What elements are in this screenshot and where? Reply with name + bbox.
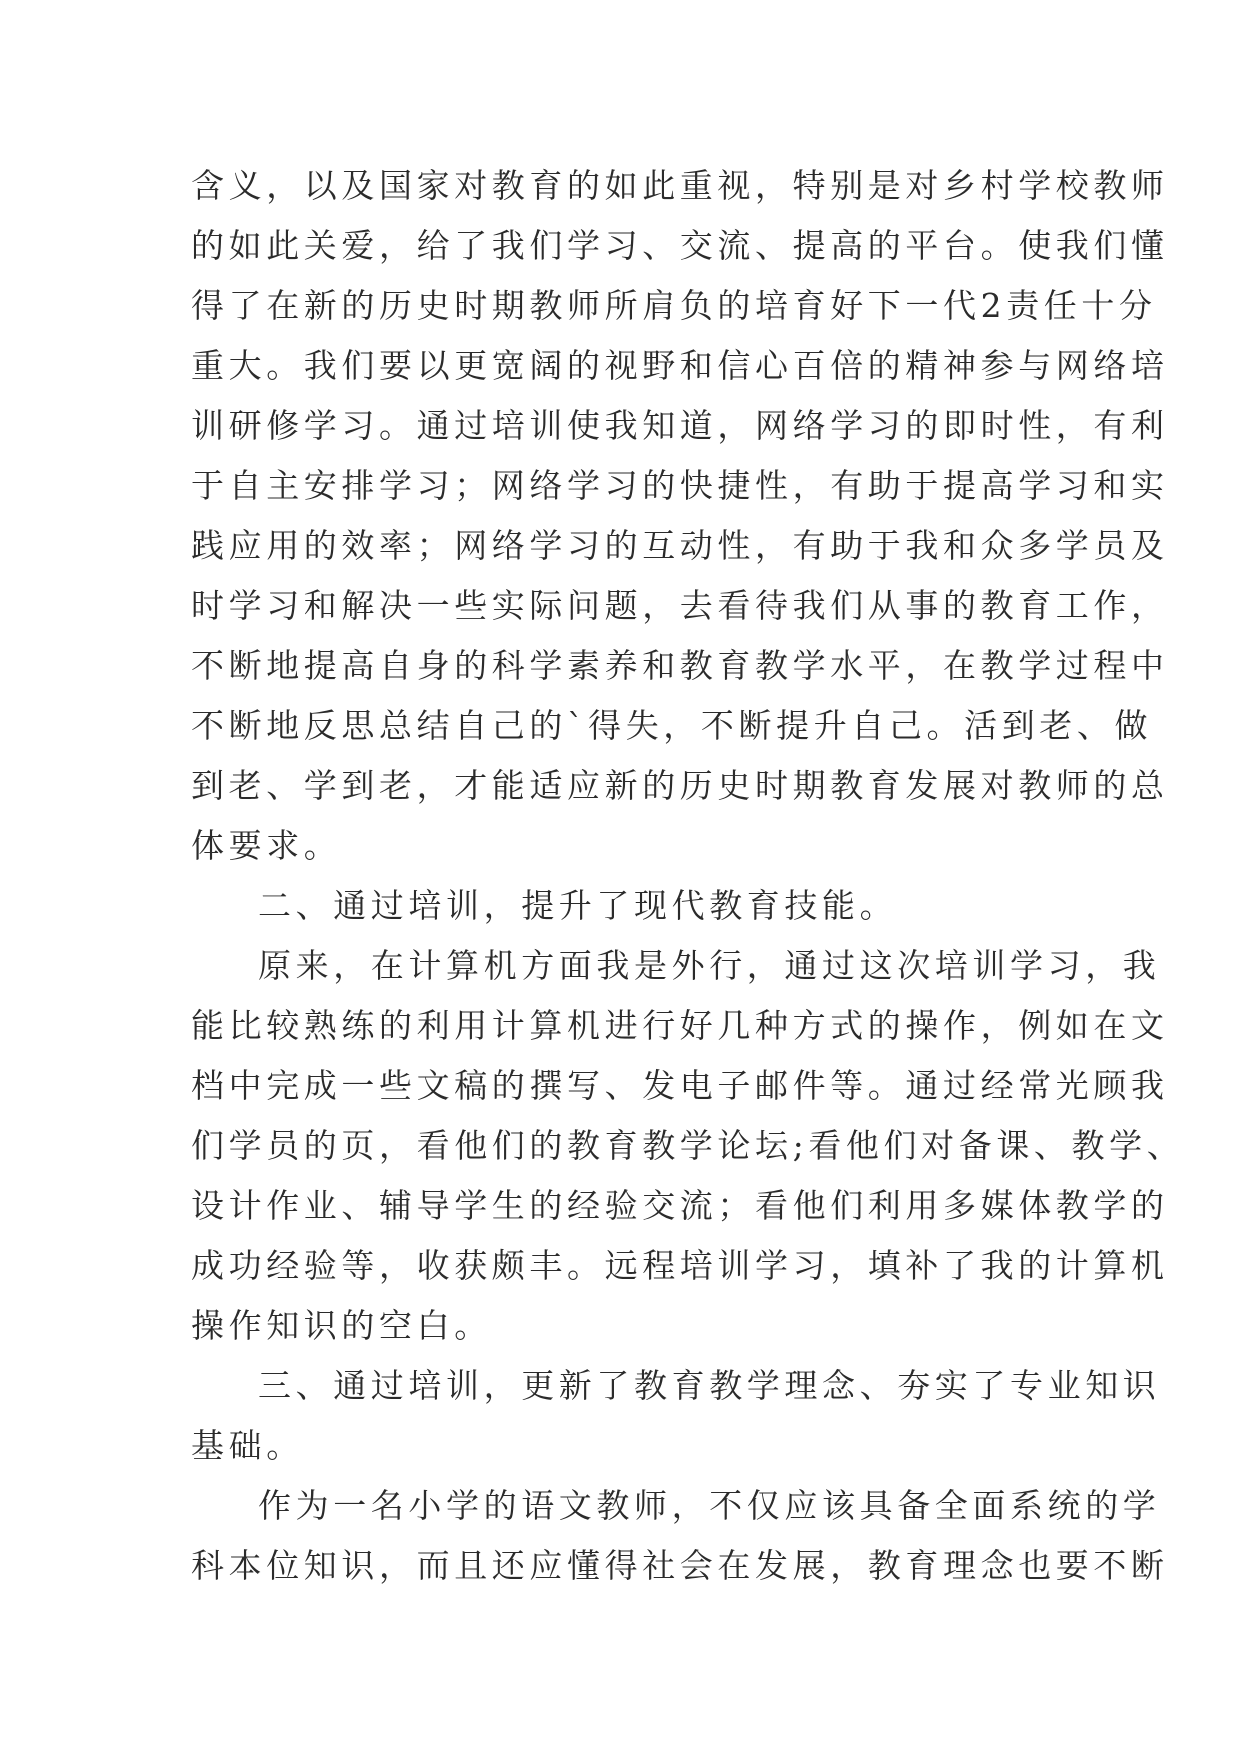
text-line: 基础。 xyxy=(191,1426,304,1465)
text-line: 设计作业、辅导学生的经验交流；看他们利用多媒体教学的 xyxy=(191,1186,1169,1225)
text-line: 到老、学到老，才能适应新的历史时期教育发展对教师的总 xyxy=(191,766,1169,805)
paragraph-start: 原来，在计算机方面我是外行，通过这次培训学习，我 xyxy=(258,946,1161,985)
text-line: 们学员的页，看他们的教育教学论坛;看他们对备课、教学、 xyxy=(191,1126,1185,1165)
section-heading: 三、通过培训，更新了教育教学理念、夯实了专业知识 xyxy=(258,1366,1161,1405)
text-line: 不断地提高自身的科学素养和教育教学水平，在教学过程中 xyxy=(191,646,1169,685)
text-line: 科本位知识，而且还应懂得社会在发展，教育理念也要不断 xyxy=(191,1546,1169,1585)
text-line: 训研修学习。通过培训使我知道，网络学习的即时性，有利 xyxy=(191,406,1169,445)
text-line: 重大。我们要以更宽阔的视野和信心百倍的精神参与网络培 xyxy=(191,346,1169,385)
text-line: 不断地反思总结自己的`得失，不断提升自己。活到老、做 xyxy=(191,706,1153,745)
text-line: 能比较熟练的利用计算机进行好几种方式的操作，例如在文 xyxy=(191,1006,1169,1045)
text-line: 含义，以及国家对教育的如此重视，特别是对乡村学校教师 xyxy=(191,166,1169,205)
text-line: 得了在新的历史时期教师所肩负的培育好下一代2责任十分 xyxy=(191,286,1157,325)
text-line: 体要求。 xyxy=(191,826,342,865)
text-line: 时学习和解决一些实际问题，去看待我们从事的教育工作， xyxy=(191,586,1169,625)
paragraph-start: 作为一名小学的语文教师，不仅应该具备全面系统的学 xyxy=(258,1486,1161,1525)
document-body xyxy=(191,156,1185,1596)
section-heading: 二、通过培训，提升了现代教育技能。 xyxy=(258,886,898,925)
text-line: 的如此关爱，给了我们学习、交流、提高的平台。使我们懂 xyxy=(191,226,1169,265)
text-line: 成功经验等，收获颇丰。远程培训学习，填补了我的计算机 xyxy=(191,1246,1169,1285)
text-line: 操作知识的空白。 xyxy=(191,1306,492,1345)
text-line: 档中完成一些文稿的撰写、发电子邮件等。通过经常光顾我 xyxy=(191,1066,1169,1105)
text-line: 践应用的效率；网络学习的互动性，有助于我和众多学员及 xyxy=(191,526,1169,565)
text-line: 于自主安排学习；网络学习的快捷性，有助于提高学习和实 xyxy=(191,466,1169,505)
